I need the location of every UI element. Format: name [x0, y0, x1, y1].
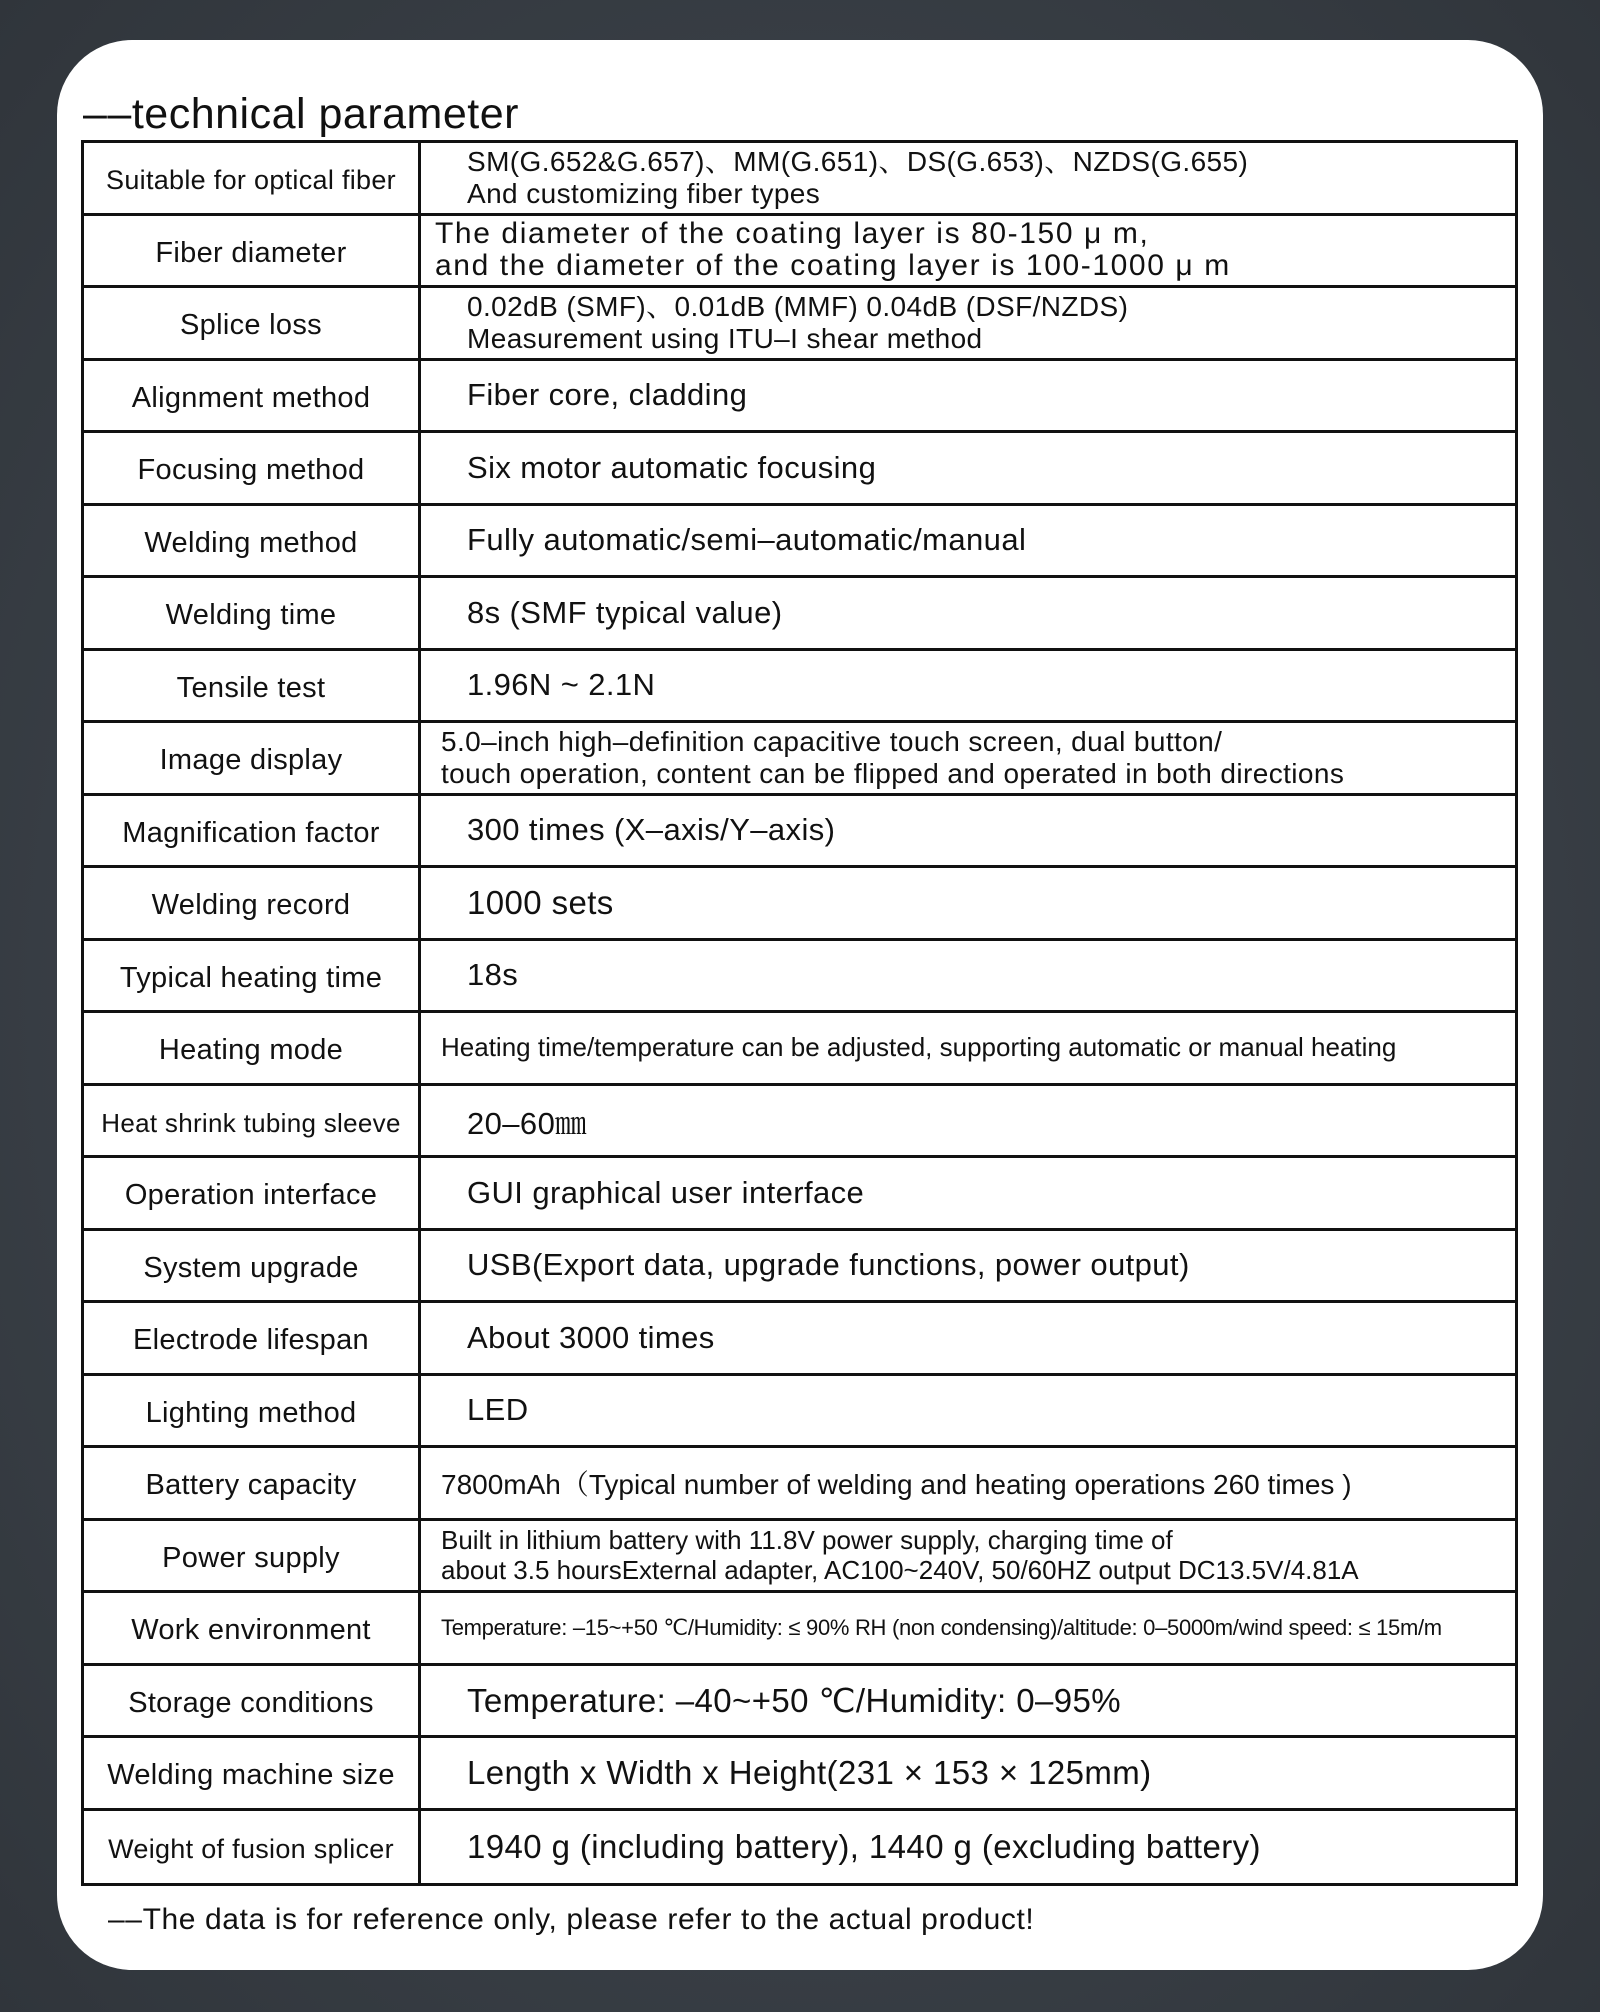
row-label: Splice loss [84, 288, 421, 358]
table-row [84, 216, 1515, 289]
value-line: 0.02dB (SMF)、0.01dB (MMF) 0.04dB (DSF/NZDS) [467, 290, 1129, 322]
row-value [421, 143, 1515, 213]
row-label: Welding time [84, 578, 421, 648]
row-label: Lighting method [84, 1376, 421, 1446]
value-line: GUI graphical user interface [467, 1174, 865, 1210]
value-line: Built in lithium battery with 11.8V power supply, charging time of [441, 1525, 1173, 1556]
value-line: touch operation, content can be flipped and operated in both directions [441, 757, 1345, 789]
table-row [84, 1158, 1515, 1231]
spec-table [81, 140, 1518, 1886]
table-row [84, 723, 1515, 796]
value-line: Measurement using ITU–I shear method [467, 322, 983, 354]
table-row [84, 288, 1515, 361]
row-value [421, 651, 1515, 721]
value-line: Heating time/temperature can be adjusted, supporting automatic or manual heating [441, 1032, 1397, 1063]
value-line: 300 times (X–axis/Y–axis) [467, 812, 836, 848]
row-value [421, 216, 1515, 286]
value-line: 5.0–inch high–definition capacitive touch screen, dual button/ [441, 725, 1223, 757]
value-line: Fully automatic/semi–automatic/manual [467, 522, 1027, 558]
row-value [421, 1448, 1515, 1518]
value-line: 7800mAh（Typical number of welding and heating operations 260 times ) [441, 1468, 1352, 1500]
value-line: About 3000 times [467, 1319, 715, 1355]
row-label: Power supply [84, 1521, 421, 1591]
row-value [421, 1593, 1515, 1663]
value-line: 1000 sets [467, 883, 614, 921]
table-row [84, 1376, 1515, 1449]
row-value [421, 1738, 1515, 1808]
row-value [421, 1231, 1515, 1301]
table-row [84, 1303, 1515, 1376]
row-label: Fiber diameter [84, 216, 421, 286]
row-value [421, 361, 1515, 431]
table-row [84, 1738, 1515, 1811]
table-row [84, 796, 1515, 869]
row-label: Alignment method [84, 361, 421, 431]
table-row [84, 941, 1515, 1014]
value-line: 8s (SMF typical value) [467, 594, 783, 630]
table-row [84, 1013, 1515, 1086]
value-line: SM(G.652&G.657)、MM(G.651)、DS(G.653)、NZDS(G.655) [467, 145, 1249, 177]
value-line: 1940 g (including battery), 1440 g (excluding battery) [467, 1827, 1261, 1865]
table-row [84, 1666, 1515, 1739]
value-line: LED [467, 1392, 529, 1428]
row-label: Image display [84, 723, 421, 793]
row-value [421, 941, 1515, 1011]
value-line: The diameter of the coating layer is 80-150 μ m, [435, 217, 1150, 251]
table-row [84, 1593, 1515, 1666]
row-value [421, 1666, 1515, 1736]
value-line: 20–60㎜ [467, 1105, 587, 1141]
value-line: 18s [467, 957, 519, 993]
table-row [84, 506, 1515, 579]
row-label: Magnification factor [84, 796, 421, 866]
row-label: Welding record [84, 868, 421, 938]
value-line: Temperature: –15~+50 ℃/Humidity: ≤ 90% RH (non condensing)/altitude: 0–5000m/wind speed: ≤ 15m/m [441, 1614, 1442, 1640]
row-label: Heating mode [84, 1013, 421, 1083]
row-value [421, 868, 1515, 938]
row-value [421, 1376, 1515, 1446]
table-row [84, 1448, 1515, 1521]
page-title: ––technical parameter [83, 90, 519, 138]
table-row [84, 651, 1515, 724]
disclaimer-note: ––The data is for reference only, please refer to the actual product! [108, 1903, 1035, 1936]
table-row [84, 1086, 1515, 1159]
table-row [84, 868, 1515, 941]
value-line: And customizing fiber types [467, 177, 821, 209]
row-value [421, 578, 1515, 648]
row-value [421, 1521, 1515, 1591]
row-label: Welding method [84, 506, 421, 576]
row-label: Focusing method [84, 433, 421, 503]
table-row [84, 1811, 1515, 1884]
table-row [84, 433, 1515, 506]
value-line: 1.96N ~ 2.1N [467, 667, 656, 703]
row-label: Weight of fusion splicer [84, 1811, 421, 1884]
value-line: USB(Export data, upgrade functions, power output) [467, 1247, 1190, 1283]
row-value [421, 1013, 1515, 1083]
row-label: Battery capacity [84, 1448, 421, 1518]
table-row [84, 1231, 1515, 1304]
row-value [421, 1811, 1515, 1884]
row-value [421, 1158, 1515, 1228]
table-row [84, 361, 1515, 434]
row-label: Heat shrink tubing sleeve [84, 1086, 421, 1156]
table-row [84, 143, 1515, 216]
row-label: Work environment [84, 1593, 421, 1663]
value-line: Fiber core, cladding [467, 377, 748, 413]
row-label: Storage conditions [84, 1666, 421, 1736]
value-line: and the diameter of the coating layer is 100-1000 μ m [435, 249, 1231, 283]
row-label: System upgrade [84, 1231, 421, 1301]
value-line: Length x Width x Height(231 × 153 × 125mm) [467, 1753, 1152, 1791]
row-value [421, 288, 1515, 358]
table-row [84, 578, 1515, 651]
row-value [421, 796, 1515, 866]
row-label: Tensile test [84, 651, 421, 721]
row-value [421, 506, 1515, 576]
row-label: Welding machine size [84, 1738, 421, 1808]
row-value [421, 433, 1515, 503]
value-line: about 3.5 hoursExternal adapter, AC100~240V, 50/60HZ output DC13.5V/4.81A [441, 1555, 1359, 1586]
value-line: Temperature: –40~+50 ℃/Humidity: 0–95% [467, 1681, 1121, 1719]
value-line: Six motor automatic focusing [467, 449, 877, 485]
row-value [421, 1303, 1515, 1373]
row-value [421, 723, 1515, 793]
row-label: Electrode lifespan [84, 1303, 421, 1373]
table-row [84, 1521, 1515, 1594]
row-label: Suitable for optical fiber [84, 143, 421, 213]
row-label: Typical heating time [84, 941, 421, 1011]
row-label: Operation interface [84, 1158, 421, 1228]
row-value [421, 1086, 1515, 1156]
